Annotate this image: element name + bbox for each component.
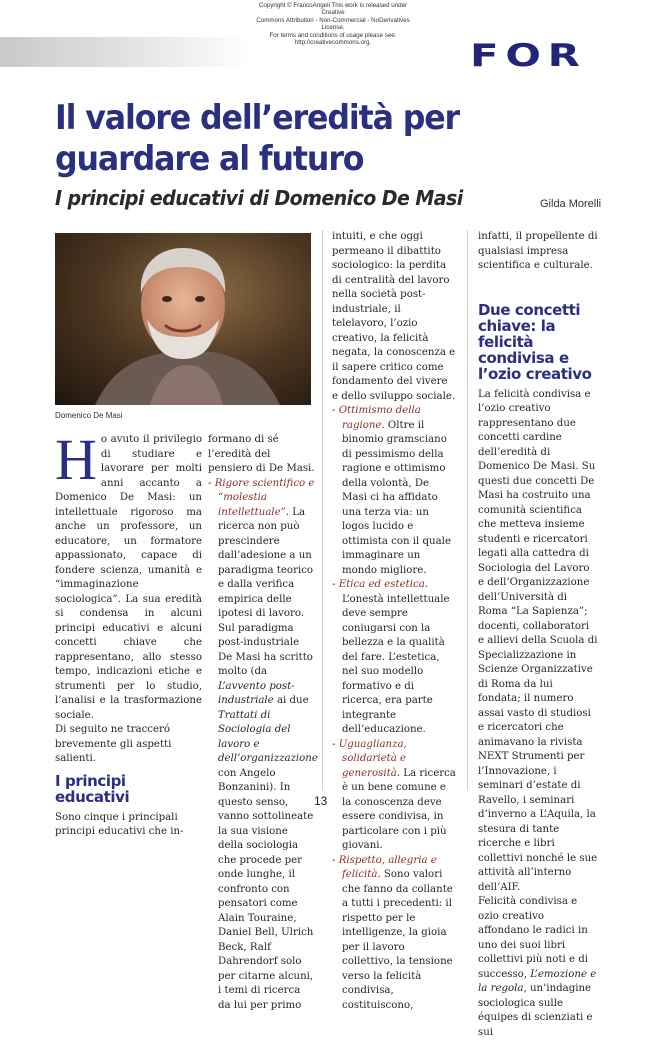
book-title: Trattati di Sociologia del lavoro e dell’organizzazione: [218, 709, 318, 764]
article-column-2: [208, 433, 316, 1013]
principle-text: . Oltre il binomio gramsciano di pessimismo della ragione e ottimismo della volontà, De Masi ci ha affidato una terza via: un logos lucido e ottimista con il quale immaginare un mondo migliore.: [342, 419, 451, 576]
principle-item: - Rigore scientifico e “molestia intellettuale”. La ricerca non può prescindere dall’adesione a un paradigma teorico e dalla verifica empirica delle ipotesi di lavoro. Sul paradigma post-industriale De Masi ha scritto molto (da L’avvento post-industriale ai due Trattati di Sociologia del lavoro e dell’organizzazione con Angelo Bonzanini). In questo senso, vanno sottolineate la sua visione della sociologia che procede per onde lunghe, il confronto con pensatori come Alain Touraine, Daniel Bell, Ulrich Beck, Ralf Dahrendorf solo per citarne alcuni, i temi di ricerca da lui per primo: [208, 477, 318, 1011]
body-paragraph: infatti, il propellente di qualsiasi impresa scientifica e culturale.: [478, 231, 598, 271]
copyright-line: For terms and conditions of usage please see:: [269, 31, 397, 39]
intro-text: o avuto il privilegio di studiare e lavorare per molti anni accanto a Domenico De Masi: un intellettuale rigoroso ma anche un professore, un educatore, un formatore appassionato, capace di fondere scienza, umanità e “immaginazione sociologica”. La sua eredità si condensa in alcuni principi educativi e alcuni concetti chiave che rappresentano, allo stesso tempo, indicazioni etiche e strumenti per lo studio, l’analisi e la trasformazione sociale.: [55, 434, 202, 721]
body-paragraph: La felicità condivisa e l’ozio creativo rappresentano due concetti cardine dell’eredità di Domenico De Masi. Su questi due concetti De Masi ha costruito una comunità scientifica che metteva insieme studenti e ricercatori legati alla cattedra di Sociologia del Lavoro e dell’Organizzazione dell’Università di Roma “La Sapienza”; docenti, collaboratori e allievi della Scuola di Specializzazione in Scienze Organizzative di Roma da lui fondata; il numero assai vasto di studiosi e ricercatori che animavano la rivista NEXT Strumenti per l’Innovazione, i seminari d’estate di Ravello, i seminari d’inverno a L’Aquila, la stesura di tante ricerche e libri collettivi nonché le sue attività all’interno dell’AIF.: [478, 388, 598, 893]
principle-text: . La ricerca non può prescindere dall’adesione a un paradigma teorico e dalla verifica empirica delle ipotesi di lavoro. Sul paradigma post-industriale De Masi ha scritto molto (da: [218, 506, 314, 677]
principle-title: Etica ed estetica: [338, 579, 425, 590]
principle-item: - Etica ed estetica. L’onestà intellettuale deve sempre coniugarsi con la bellezza e la qualità del fare. L’estetica, nel suo modello formativo e di ricerca, era parte integrante dell’educazione.: [332, 579, 450, 735]
article-title: Il valore dell’eredità per guardare al futuro: [55, 98, 460, 179]
column-divider: [322, 230, 323, 790]
principle-item: - Rispetto, allegria e felicità. Sono valori che fanno da collante a tutti i precedenti: il rispetto per le intelligenze, la gioia per il lavoro collettivo, la tensione verso la felicità condivisa, costituiscono,: [332, 854, 453, 1011]
book-title: L’emozione e la regola: [478, 968, 597, 994]
principle-item: - Ottimismo della ragione. Oltre il binomio gramsciano di pessimismo della ragione e ottimismo della volontà, De Masi ci ha affidato una terza via: un logos lucido e ottimista con il quale immaginare un mondo migliore.: [332, 405, 451, 576]
principle-text: con Angelo Bonzanini). In questo senso, vanno sottolineate la sua visione della sociologia che procede per onde lunghe, il confronto con pensatori come Alain Touraine, Daniel Bell, Ulrich Beck, Ralf Dahrendorf solo per citarne alcuni, i temi di ricerca da lui per primo: [218, 767, 314, 1011]
magazine-logo: FOR: [470, 38, 587, 74]
photo-caption: Domenico De Masi: [55, 411, 123, 420]
principle-title: Ottimismo della ragione: [338, 405, 421, 431]
article-author: Gilda Morelli: [540, 198, 602, 210]
principle-item: - Uguaglianza, solidarietà e generosità. La ricerca è un bene comune e la conoscenza deve essere condivisa, in particolare con i più giovani.: [332, 738, 456, 851]
header-gradient-bar: [0, 37, 250, 67]
principle-title: Uguaglianza, solidarietà e generosità: [338, 738, 407, 779]
principle-text: . L’onestà intellettuale deve sempre coniugarsi con la bellezza e la qualità del fare. L’estetica, nel suo modello formativo e di ricerca, era parte integrante dell’educazione.: [342, 579, 450, 735]
body-paragraph: formano di sé l’eredità del pensiero di De Masi.: [208, 434, 315, 474]
drop-cap: H: [55, 427, 97, 492]
principle-title: Rispetto, allegria e felicità: [338, 854, 437, 880]
copyright-notice: [248, 2, 418, 46]
body-text: , un’indagine sociologica sulle équipes di scienziati e sui: [478, 983, 593, 1038]
book-title: L’avvento post-industriale: [218, 680, 295, 706]
page-number: 13: [314, 794, 328, 808]
article-column-1: [55, 427, 202, 840]
copyright-link[interactable]: http://creativecommons.org.: [294, 39, 372, 47]
body-text: Felicità condivisa e ozio creativo affondano le radici in uno dei suoi libri collettivi più noti e di successo,: [478, 896, 588, 980]
copyright-line: Commons Attribution - Non-Commercial - NoDerivatives License.: [256, 16, 410, 32]
article-subtitle: I principi educativi di Domenico De Masi: [55, 186, 463, 210]
principle-text: ai due: [273, 695, 309, 706]
section-heading: I principi educativi: [55, 771, 130, 806]
body-paragraph: [478, 895, 598, 1040]
intro-paragraph: [55, 427, 202, 723]
body-paragraph: Di seguito ne tracceró brevemente gli aspetti salienti.: [55, 724, 172, 764]
copyright-line: Copyright © FrancoAngeli This work is released under Creative: [258, 2, 408, 17]
portrait-illustration: [55, 233, 311, 405]
section-heading: Due concetti chiave: la felicità condivisa e l’ozio creativo: [478, 300, 592, 383]
portrait-photo: [55, 233, 311, 405]
article-column-4: [478, 230, 598, 1040]
principle-title: Rigore scientifico e “molestia intellettuale”: [214, 477, 315, 518]
principle-text: . Sono valori che fanno da collante a tutti i precedenti: il rispetto per le intelligenze, la gioia per il lavoro collettivo, la tensione verso la felicità condivisa, costituiscono,: [342, 869, 453, 1011]
column-divider: [467, 230, 468, 790]
body-paragraph: Sono cinque i principali principi educativi che in-: [55, 811, 184, 837]
body-paragraph: intuiti, e che oggi permeano il dibattito sociologico: la perdita di centralità del lavoro nella società post-industriale, il telelavoro, l’ozio creativo, la felicità negata, la conoscenza e il sapere critico come fondamento del vivere e dello sviluppo sociale.: [332, 231, 456, 402]
article-column-3: [332, 230, 456, 1013]
principle-text: . La ricerca è un bene comune e la conoscenza deve essere condivisa, in particolare con i più giovani.: [342, 767, 456, 851]
